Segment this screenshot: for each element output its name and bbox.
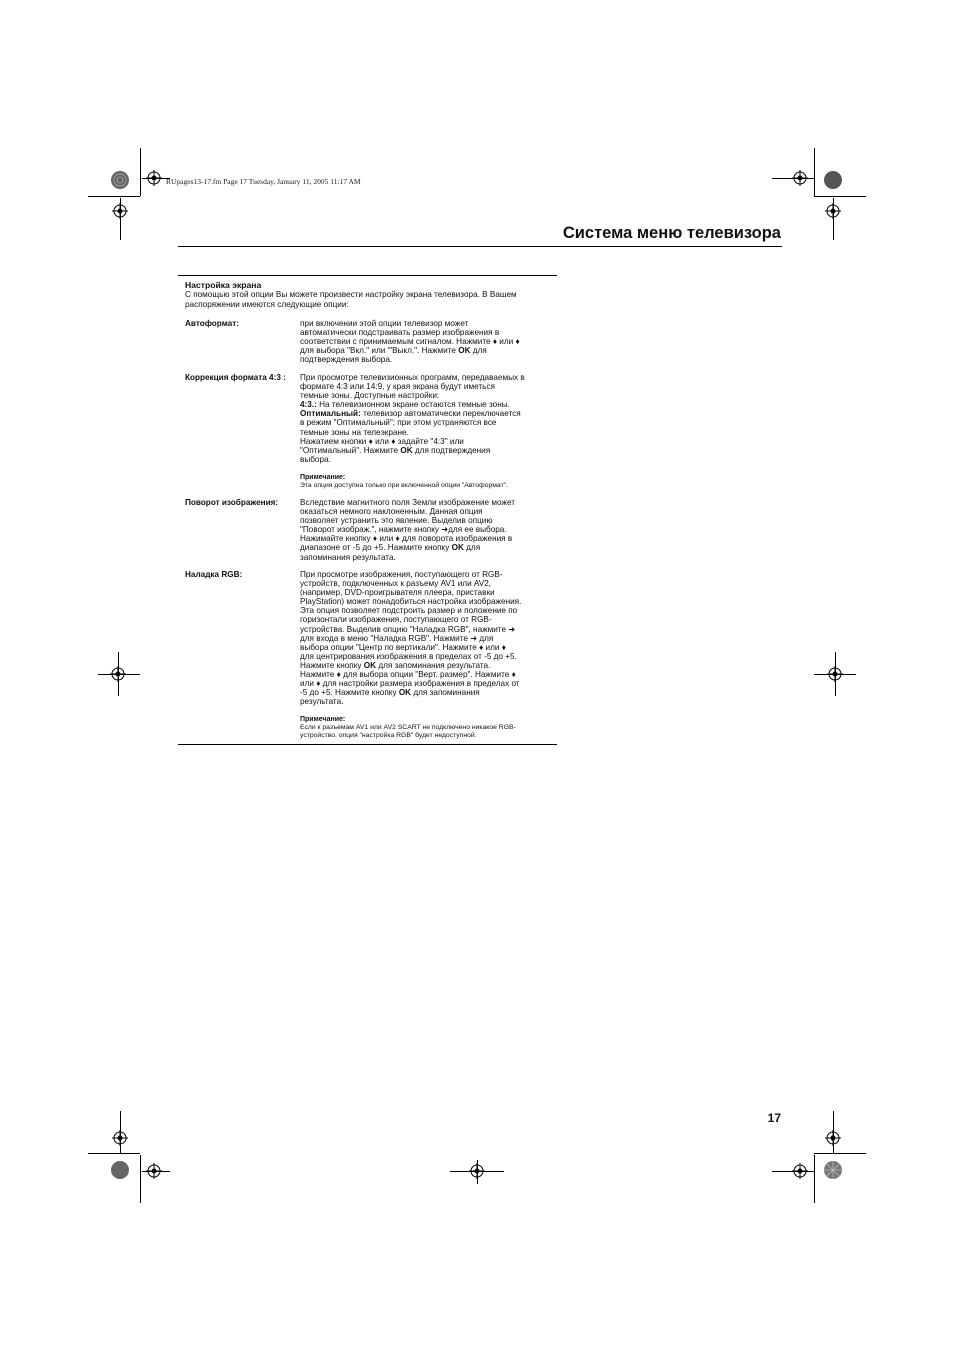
desc-line: темные зоны на телеэкране. <box>300 427 409 437</box>
color-density-dot-icon <box>823 170 843 190</box>
note-heading: Примечание: <box>300 716 346 724</box>
desc-line: Нажмите кнопку OK для запоминания результата. <box>300 660 491 670</box>
desc-line: темные зоны. Доступные настройки: <box>300 391 440 401</box>
note-text: Эта опция доступна только при включенной опции "Автоформат". <box>300 481 508 489</box>
registration-target-icon <box>827 666 843 682</box>
desc-line: "Поворот изображ.", нажмите кнопку ➜для ее выбора. <box>300 525 507 535</box>
desc-line: PlayStation) может понадобиться настройка изображения. <box>300 597 522 607</box>
option-term-format-correction: Коррекция формата 4:3 : <box>185 373 286 382</box>
option-term-autoformat: Автоформат: <box>185 319 239 328</box>
option-term-rgb-adjust: Наладка RGB: <box>185 570 243 579</box>
section-bottom-divider <box>178 744 557 745</box>
desc-line: При просмотре изображения, поступающего от RGB- <box>300 570 503 579</box>
registration-target-icon <box>112 203 128 219</box>
color-density-dot-icon <box>110 1160 130 1180</box>
desc-line: соответствии с принимаемым сигналом. Нажмите ♦ или ♦ <box>300 337 520 347</box>
option-desc-image-rotation <box>300 498 552 562</box>
section-intro: С помощью этой опции Вы можете произвести настройку экрана телевизора. В Вашем распоряжении имеются следующие опции: <box>185 290 517 309</box>
desc-line: -5 до +5. Нажмите кнопку OK для запоминания <box>300 688 480 698</box>
desc-line: для центрирования изображения в пределах от -5 до +5. <box>300 651 517 661</box>
desc-line: устройства. Выделив опцию "Наладка RGB", нажмите ➜ <box>300 624 516 634</box>
desc-line: При просмотре телевизионных программ, передаваемых в <box>300 373 525 382</box>
note-text: Если к разъемам AV1 или AV2 SCART не подключено никакое RGB-устройство, опция "настройка RGB" будет недоступной. <box>300 724 516 740</box>
desc-line: (например, DVD-проигрывателя плеера, приставки <box>300 588 495 598</box>
desc-line: Оптимальный: телевизор автоматически переключается <box>300 409 521 419</box>
option-desc-rgb-adjust <box>300 570 552 740</box>
desc-line: выбора. <box>300 454 331 464</box>
desc-line: диапазоне от -5 до +5. Нажмите кнопку OK для <box>300 543 481 553</box>
option-desc-format-correction <box>300 373 552 490</box>
desc-line: результата. <box>300 697 344 707</box>
section-top-divider <box>178 275 557 276</box>
desc-line: формате 4:3 или 14:9, у края экрана будут иметься <box>300 382 495 392</box>
desc-line: оказаться немного наклоненным. Данная опция <box>300 507 483 517</box>
desc-line: запоминания результата. <box>300 552 396 562</box>
color-density-dot-icon <box>823 1160 843 1180</box>
note-heading: Примечание: <box>300 473 346 481</box>
registration-target-icon <box>792 170 808 186</box>
desc-line: или ♦ для настройки размера изображения в пределах от <box>300 679 520 689</box>
title-divider <box>178 246 782 247</box>
file-header-info: RUpages13-17.fm Page 17 Tuesday, January 11, 2005 11:17 AM <box>166 177 361 186</box>
desc-line: при включении этой опции телевизор может <box>300 319 469 328</box>
option-desc-autoformat <box>300 319 552 364</box>
desc-line: Вследствие магнитного поля Земли изображение может <box>300 498 515 507</box>
desc-line: для входа в меню "Наладка RGB". Нажмите ➜ для <box>300 633 494 643</box>
registration-target-icon <box>792 1163 808 1179</box>
desc-line: Нажмите ♦ для выбора опции "Верт. размер". Нажмите ♦ <box>300 670 516 680</box>
desc-line: позволяет устранить это явление. Выделив опцию <box>300 516 493 526</box>
desc-line: устройств, подключенных к разъему AV1 или AV2, <box>300 579 492 589</box>
desc-line: "Оптимальный". Нажмите OK для подтверждения <box>300 445 491 455</box>
registration-target-icon <box>469 1163 485 1179</box>
registration-target-icon <box>825 1130 841 1146</box>
registration-target-icon <box>146 170 162 186</box>
section-title: Настройка экрана <box>185 280 262 290</box>
desc-line: Нажимайте кнопку ♦ или ♦ для поворота изображения в <box>300 534 513 544</box>
desc-line: в режим "Оптимальный"; при этом устраняются все <box>300 418 497 428</box>
color-density-dot-icon <box>110 170 130 190</box>
option-term-image-rotation: Поворот изображения: <box>185 498 279 507</box>
desc-line: Эта опция позволяет подстроить размер и положение по <box>300 606 518 616</box>
desc-line: горизонтали изображения, поступающего от RGB- <box>300 615 492 625</box>
registration-target-icon <box>110 666 126 682</box>
desc-line: Нажатием кнопки ♦ или ♦ задайте "4:3" или <box>300 436 464 446</box>
registration-target-icon <box>112 1130 128 1146</box>
desc-line: 4:3.: На телевизионном экране остаются темные зоны. <box>300 400 510 410</box>
registration-target-icon <box>825 203 841 219</box>
page-number: 17 <box>767 1111 781 1125</box>
desc-line: для выбора "Вкл." или '"Выкл.". Нажмите OK для <box>300 346 487 356</box>
desc-line: автоматически подстраивать размер изображения в <box>300 328 500 338</box>
desc-line: выбора опции "Центр по вертикали". Нажмите ♦ или ♦ <box>300 642 506 652</box>
page-title: Система меню телевизора <box>562 224 781 242</box>
desc-line: подтверждения выбора. <box>300 355 393 365</box>
registration-target-icon <box>146 1163 162 1179</box>
